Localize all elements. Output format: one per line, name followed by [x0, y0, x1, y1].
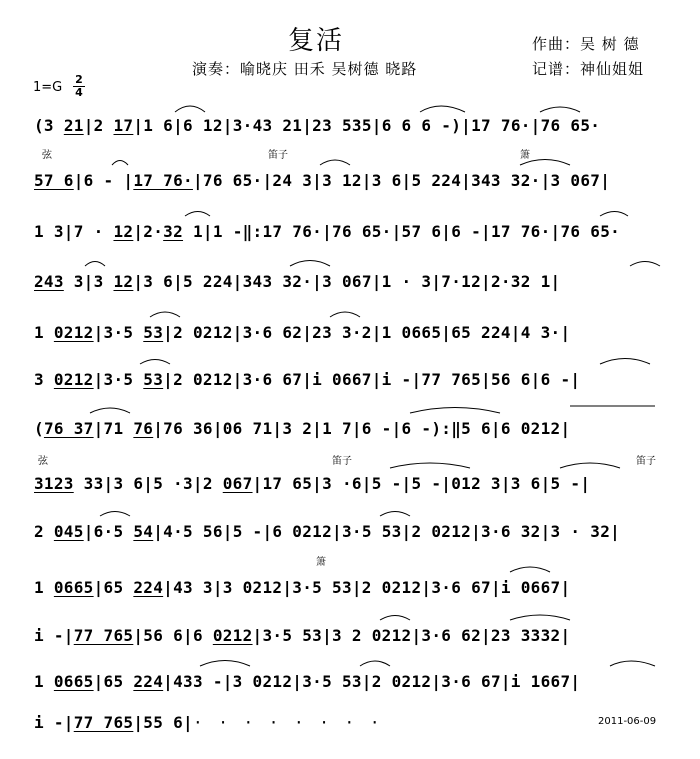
row-underlined: 12 [113, 272, 134, 291]
row-underlined: 3123 [34, 474, 74, 493]
slur [200, 661, 250, 667]
row-segment: |76 65·|24 3|3 12|3 6|5 224|343 32·|3 067| [192, 171, 611, 190]
instrument-cue-xiao: 箫 [520, 150, 530, 161]
date-stamp: 2011-06-09 [598, 716, 657, 727]
row-segment: |65 [93, 672, 134, 691]
row-segment: i -| [34, 626, 74, 645]
slur [320, 160, 350, 165]
slur [390, 463, 470, 468]
row-segment: |43 3|3 0212|3·5 53|2 0212|3·6 67|i 0667| [163, 578, 571, 597]
row-segment: 33|3 6|5 ·3|2 [73, 474, 223, 493]
instrument-cue-flute: 笛子 [268, 150, 288, 161]
slur [185, 212, 210, 217]
slur [85, 262, 105, 267]
slur [90, 408, 130, 413]
score-row-11 [34, 626, 664, 650]
slur [112, 161, 128, 166]
row-segment: |2· [133, 222, 164, 241]
row-underlined: 067 [222, 474, 253, 493]
slur [510, 567, 550, 572]
row-segment: · · · · · · · · [192, 713, 383, 732]
row-segment: |3·5 [93, 323, 144, 342]
row-segment: 2 [34, 522, 54, 541]
score-title: 复活 [288, 26, 345, 56]
slur [410, 408, 500, 414]
slur [290, 261, 330, 267]
row-segment: |6 - | [73, 171, 134, 190]
row-segment: 1 [34, 578, 54, 597]
row-underlined: 12 [113, 222, 134, 241]
slur [175, 106, 205, 112]
row-segment: ( [34, 419, 44, 438]
row-segment: 1 [34, 323, 54, 342]
row-segment: |76 36|06 71|3 2|1 7|6 -|6 -):‖5 6|6 0212| [153, 419, 571, 438]
row-underlined: 77 765 [73, 626, 134, 645]
notation-by-line: 记谱：神仙姐姐 [532, 60, 645, 78]
time-signature [73, 75, 85, 98]
row-segment: 3|3 [63, 272, 114, 291]
row-underlined: 76 37 [43, 419, 94, 438]
slur [610, 661, 655, 666]
time-signature-top: 2 [75, 73, 83, 86]
row-underlined: 21 [63, 116, 84, 135]
instrument-cue-flute-3: 笛子 [636, 456, 656, 467]
row-segment: 3 [34, 370, 54, 389]
row-underlined: 224 [133, 578, 164, 597]
row-segment: |6·5 [83, 522, 134, 541]
score-row-10 [34, 578, 664, 602]
row-underlined: 0665 [53, 578, 94, 597]
slur [100, 512, 130, 517]
row-underlined: 17 [113, 116, 134, 135]
slur [360, 661, 390, 666]
slur [380, 512, 410, 517]
instrument-cue-flute-2: 笛子 [332, 456, 352, 467]
instrument-cue-xiao-2: 箫 [316, 557, 326, 568]
row-segment: |2 [83, 116, 114, 135]
score-row-7 [34, 419, 664, 443]
slur [540, 107, 580, 112]
slur [380, 616, 410, 621]
score-row-1 [34, 116, 664, 140]
slur [600, 359, 650, 365]
slur [600, 212, 628, 217]
row-segment: |17 65|3 ·6|5 -|5 -|012 3|3 6|5 -| [252, 474, 591, 493]
row-underlined: 0212 [212, 626, 253, 645]
composer-line: 作曲：吴 树 德 [532, 35, 640, 53]
row-underlined: 53 [143, 323, 164, 342]
score-row-13 [34, 713, 383, 737]
slur [140, 360, 170, 365]
row-segment: |433 -|3 0212|3·5 53|2 0212|3·6 67|i 1667| [163, 672, 581, 691]
row-underlined: 0665 [53, 672, 94, 691]
score-row-8 [34, 474, 664, 498]
row-segment: |1 6|6 12|3·43 21|23 535|6 6 6 -)|17 76·|76 65· [133, 116, 601, 135]
row-underlined: 53 [143, 370, 164, 389]
row-segment: |2 0212|3·6 67|i 0667|i -|77 765|56 6|6 -| [163, 370, 581, 389]
row-segment: |3·5 53|3 2 0212|3·6 62|23 3332| [252, 626, 571, 645]
row-segment: |71 [93, 419, 134, 438]
performers-line: 演奏：喻晓庆 田禾 吴树德 晓路 [192, 60, 418, 78]
row-underlined: 045 [53, 522, 84, 541]
slur [150, 312, 180, 317]
row-segment: 1 3|7 · [34, 222, 114, 241]
score-row-4 [34, 272, 664, 296]
score-row-3 [34, 222, 664, 246]
row-segment: |3·5 [93, 370, 144, 389]
row-segment: 1 [34, 672, 54, 691]
row-underlined: 0212 [53, 323, 94, 342]
key-signature: 1=G [33, 80, 63, 95]
instrument-cue-strings-2: 弦 [38, 456, 48, 467]
slur [630, 262, 660, 267]
row-segment: |65 [93, 578, 134, 597]
row-segment: (3 [34, 116, 64, 135]
slur [420, 106, 465, 112]
row-underlined: 17 76· [133, 171, 193, 190]
row-segment: 1|1 -‖:17 76·|76 65·|57 6|6 -|17 76·|76 65· [183, 222, 621, 241]
time-signature-bottom: 4 [75, 86, 83, 99]
row-segment: |2 0212|3·6 62|23 3·2|1 0665|65 224|4 3·| [163, 323, 571, 342]
row-underlined: 57 6 [34, 171, 74, 190]
score-row-6 [34, 370, 664, 394]
row-segment: |55 6| [133, 713, 193, 732]
score-row-12 [34, 672, 664, 696]
row-underlined: 0212 [53, 370, 94, 389]
row-underlined: 224 [133, 672, 164, 691]
slur [560, 463, 620, 468]
row-segment: |3 6|5 224|343 32·|3 067|1 · 3|7·12|2·32 1| [133, 272, 561, 291]
slur [330, 312, 360, 317]
row-segment: |56 6|6 [133, 626, 213, 645]
instrument-cue-strings: 弦 [42, 150, 52, 161]
slur [510, 615, 570, 620]
score-row-9 [34, 522, 664, 546]
score-row-2 [34, 171, 664, 195]
row-underlined: 32 [163, 222, 184, 241]
score-row-5 [34, 323, 664, 347]
row-segment: i -| [34, 713, 74, 732]
row-underlined: 76 [133, 419, 154, 438]
row-underlined: 77 765 [73, 713, 134, 732]
row-underlined: 54 [133, 522, 154, 541]
row-segment: |4·5 56|5 -|6 0212|3·5 53|2 0212|3·6 32|3 · 32| [153, 522, 621, 541]
row-underlined: 243 [34, 272, 64, 291]
